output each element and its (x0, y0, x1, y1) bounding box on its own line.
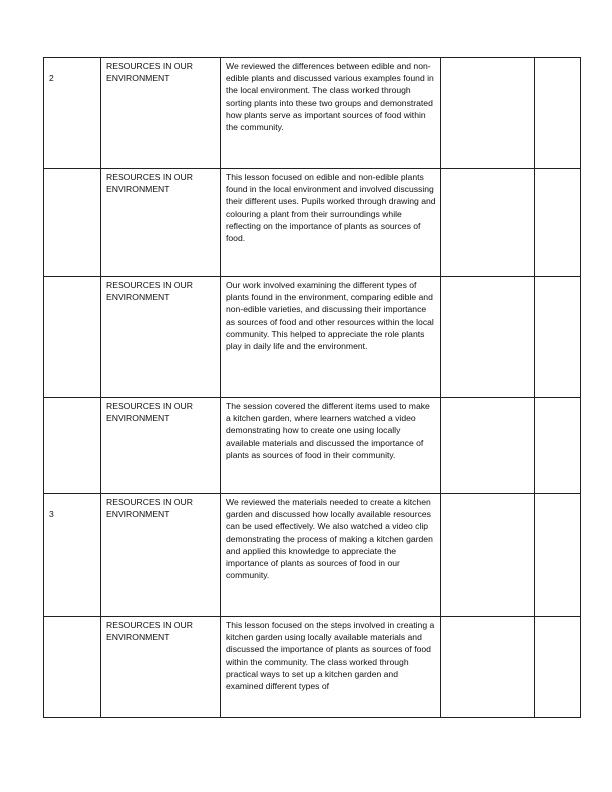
strand-cell (101, 277, 221, 398)
strand-cell (101, 494, 221, 617)
empty-cell (441, 617, 535, 718)
empty-cell (535, 398, 581, 494)
strand-cell (101, 398, 221, 494)
lesson-summary: Our work involved examining the different types of plants found in the environment, comparing edible and non-edible varieties, and discussing their importance as sources of food and other resources within the local community. This helped to appreciate the role plants play in daily life and the environment. (226, 280, 434, 352)
table-row (44, 169, 581, 277)
empty-cell (441, 169, 535, 277)
table-row (44, 398, 581, 494)
empty-cell (441, 398, 535, 494)
week-number: 2 (49, 73, 54, 83)
lesson-summary: The session covered the different items used to make a kitchen garden, where learners watched a video demonstrating how to create one using locally available materials and discussed the importance of plants as sources of food in their community. (226, 401, 430, 460)
strand-label: RESOURCES IN OUR ENVIRONMENT (106, 620, 193, 643)
lesson-notes-table (43, 57, 581, 718)
empty-cell (535, 617, 581, 718)
strand-cell (101, 169, 221, 277)
strand-label: RESOURCES IN OUR ENVIRONMENT (106, 401, 193, 424)
week-cell (44, 58, 101, 169)
content-cell (221, 494, 441, 617)
empty-cell (441, 494, 535, 617)
empty-cell (535, 169, 581, 277)
empty-cell (535, 494, 581, 617)
week-cell (44, 277, 101, 398)
week-cell (44, 169, 101, 277)
strand-label: RESOURCES IN OUR ENVIRONMENT (106, 280, 193, 303)
strand-cell (101, 617, 221, 718)
strand-label: RESOURCES IN OUR ENVIRONMENT (106, 61, 193, 84)
content-cell (221, 58, 441, 169)
content-cell (221, 277, 441, 398)
week-number: 3 (49, 509, 54, 519)
table-row (44, 277, 581, 398)
empty-cell (441, 277, 535, 398)
empty-cell (535, 277, 581, 398)
table-row (44, 494, 581, 617)
strand-cell (101, 58, 221, 169)
table-row (44, 58, 581, 169)
empty-cell (441, 58, 535, 169)
content-cell (221, 169, 441, 277)
week-cell (44, 494, 101, 617)
strand-label: RESOURCES IN OUR ENVIRONMENT (106, 172, 193, 195)
strand-label: RESOURCES IN OUR ENVIRONMENT (106, 497, 193, 520)
lesson-summary: We reviewed the differences between edible and non-edible plants and discussed various examples found in the local environment. The class worked through sorting plants into these two groups and demonstrated how plants serve as important sources of food within the community. (226, 61, 434, 133)
content-cell (221, 398, 441, 494)
lesson-summary: This lesson focused on the steps involved in creating a kitchen garden using locally available materials and discussed the importance of plants as sources of food within the community. The class worked through practical ways to set up a kitchen garden and examined different types of (226, 620, 435, 692)
week-cell (44, 398, 101, 494)
lesson-summary: This lesson focused on edible and non-edible plants found in the local environment and involved discussing their different uses. Pupils worked through drawing and colouring a plant from their surroundings while reflecting on the importance of plants as sources of food. (226, 172, 436, 244)
lesson-summary: We reviewed the materials needed to create a kitchen garden and discussed how locally available resources can be used effectively. We also watched a video clip demonstrating the process of making a kitchen garden and applied this knowledge to appreciate the importance of plants as sources of food in our community. (226, 497, 433, 581)
week-cell (44, 617, 101, 718)
content-cell (221, 617, 441, 718)
table-row (44, 617, 581, 718)
empty-cell (535, 58, 581, 169)
